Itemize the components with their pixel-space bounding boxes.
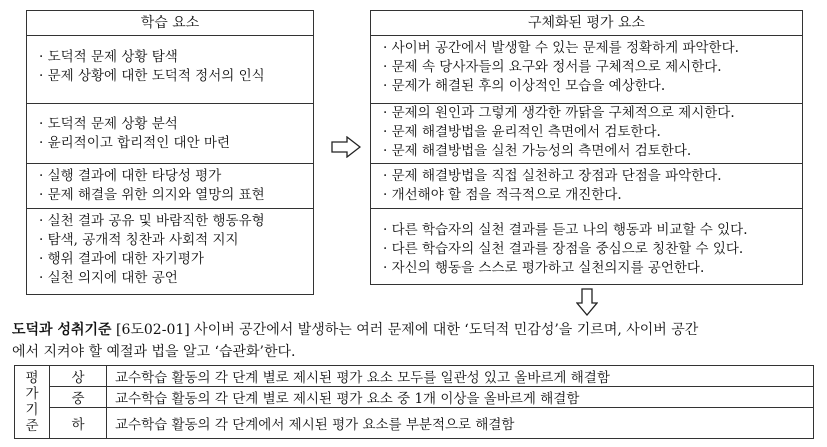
criteria-label-char: 가 [25, 386, 39, 402]
table-row [15, 408, 814, 439]
list-item: · 실천 결과 공유 및 바람직한 행동유형 [39, 212, 313, 231]
level-high: 상 [50, 366, 107, 387]
evaluation-elements-title: 구체화된 평가 요소 [371, 11, 802, 36]
list-item: · 사이버 공간에서 발생할 수 있는 문제를 정확하게 파악한다. [383, 39, 802, 58]
list-item: · 문제 속 당사자들의 요구와 정서를 구체적으로 제시한다. [383, 58, 802, 77]
standard-text-2: 에서 지켜야 할 예절과 법을 알고 ‘습관화’한다. [12, 344, 296, 360]
list-item: · 문제 해결방법을 윤리적인 측면에서 검토한다. [383, 123, 802, 142]
criteria-label [15, 366, 50, 439]
criteria-label-char: 준 [25, 418, 39, 434]
list-item: · 실천 의지에 대한 공언 [39, 269, 313, 288]
level-mid: 중 [50, 387, 107, 408]
evaluation-criteria-table [14, 365, 814, 439]
list-item: · 문제 해결을 위한 의지와 열망의 표현 [39, 186, 313, 205]
standard-line-1 [12, 319, 817, 341]
level-low-description: 교수학습 활동의 각 단계에서 제시된 평가 요소를 부분적으로 해결함 [107, 408, 814, 439]
standard-label: 도덕과 성취기준 [12, 322, 112, 338]
level-high-description: 교수학습 활동의 각 단계 별로 제시된 평가 요소 모두를 일관성 있고 올바르게 해결함 [107, 366, 814, 387]
list-item: · 문제의 원인과 그렇게 생각한 까닭을 구체적으로 제시한다. [383, 104, 802, 123]
level-low: 하 [50, 408, 107, 439]
evaluation-section-2 [371, 104, 802, 164]
learning-elements-box [26, 10, 314, 295]
evaluation-section-4 [371, 209, 802, 285]
evaluation-elements-box [370, 10, 803, 285]
level-mid-description: 교수학습 활동의 각 단계 별로 제시된 평가 요소 중 1개 이상을 올바르게 해결함 [107, 387, 814, 408]
learning-section-4 [27, 209, 313, 295]
list-item: · 실행 결과에 대한 타당성 평가 [39, 167, 313, 186]
down-arrow-icon [576, 288, 598, 316]
list-item: · 행위 결과에 대한 자기평가 [39, 250, 313, 269]
list-item: · 탐색, 공개적 칭찬과 사회적 지지 [39, 231, 313, 250]
evaluation-section-3 [371, 164, 802, 209]
list-item: · 개선해야 할 점을 적극적으로 개진한다. [383, 186, 802, 205]
list-item: · 문제가 해결된 후의 이상적인 모습을 예상한다. [383, 77, 802, 96]
table-row [15, 387, 814, 408]
list-item: · 다른 학습자의 실천 결과를 듣고 나의 행동과 비교할 수 있다. [383, 221, 802, 240]
learning-section-3 [27, 164, 313, 209]
standard-text-1: [6도02-01] 사이버 공간에서 발생하는 여러 문제에 대한 ‘도덕적 민감성’을 기르며, 사이버 공간 [116, 322, 699, 338]
learning-elements-title: 학습 요소 [27, 11, 313, 36]
list-item: · 도덕적 문제 상황 분석 [39, 115, 313, 134]
list-item: · 윤리적이고 합리적인 대안 마련 [39, 134, 313, 153]
list-item: · 자신의 행동을 스스로 평가하고 실천의지를 공언한다. [383, 259, 802, 278]
list-item: · 문제 해결방법을 실천 가능성의 측면에서 검토한다. [383, 142, 802, 161]
table-row [15, 366, 814, 387]
criteria-label-char: 기 [25, 402, 39, 418]
list-item: · 도덕적 문제 상황 탐색 [39, 48, 313, 67]
list-item: · 문제 해결방법을 직접 실천하고 장점과 단점을 파악한다. [383, 167, 802, 186]
learning-section-1 [27, 36, 313, 104]
learning-section-2 [27, 104, 313, 164]
evaluation-section-1 [371, 36, 802, 104]
list-item: · 문제 상황에 대한 도덕적 정서의 인식 [39, 67, 313, 86]
achievement-standard [12, 319, 817, 363]
list-item: · 다른 학습자의 실천 결과를 장점을 중심으로 칭찬할 수 있다. [383, 240, 802, 259]
right-arrow-icon [331, 136, 361, 158]
criteria-label-char: 평 [25, 370, 39, 386]
